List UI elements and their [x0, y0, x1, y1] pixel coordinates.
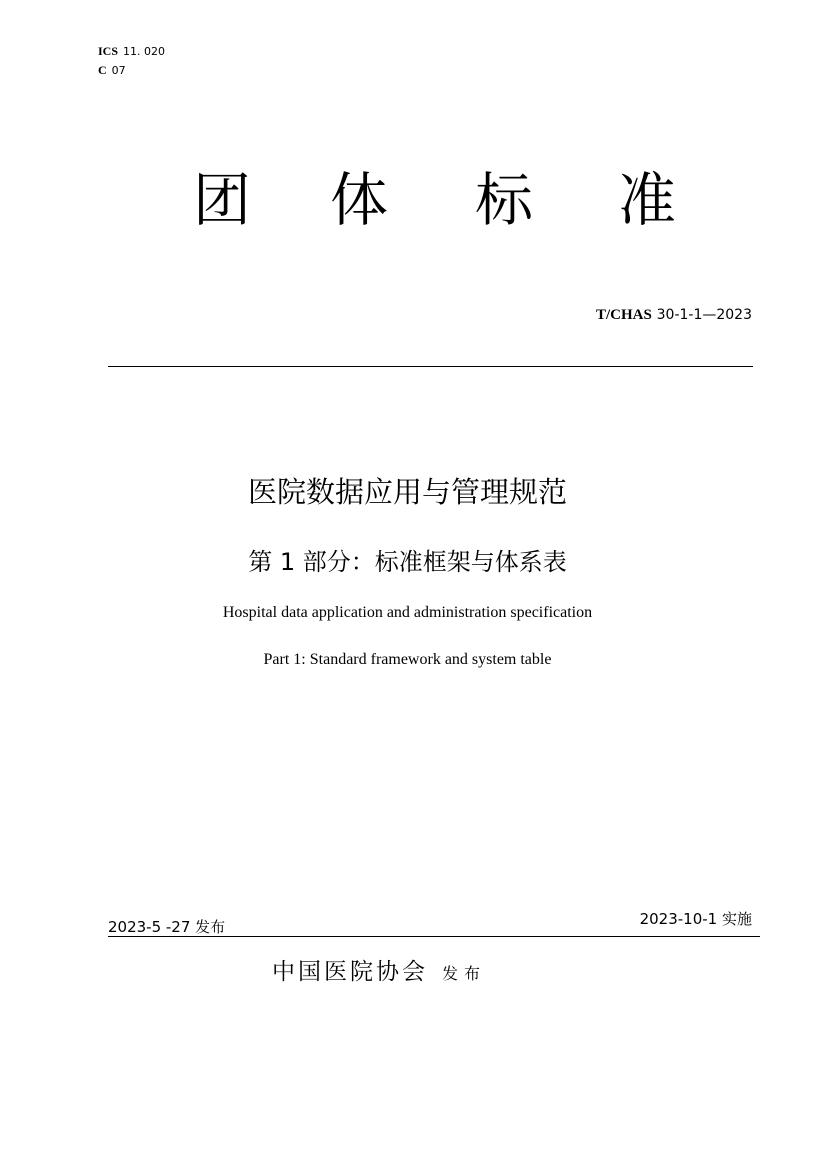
ics-line	[98, 42, 165, 61]
implement-date: 2023-10-1 实施	[639, 910, 752, 928]
standard-type-char-3: 标	[475, 166, 534, 234]
standard-type-char-2: 体	[330, 166, 389, 234]
issuer	[272, 955, 486, 991]
standard-number-value: 30-1-1—2023	[656, 307, 752, 323]
issuer-action: 发布	[442, 964, 487, 983]
ccs-code: 07	[111, 64, 126, 77]
header-divider	[108, 366, 753, 367]
standard-type-title	[0, 160, 815, 240]
standard-type-char-1: 团	[193, 166, 252, 234]
standard-number	[596, 303, 752, 326]
ccs-line	[98, 61, 165, 80]
publish-date: 2023-5 -27 发布	[108, 918, 226, 936]
classification-codes	[98, 42, 165, 80]
ics-label: ICS	[98, 44, 119, 58]
standard-type-char-4: 准	[618, 166, 677, 234]
subtitle-zh: 第 1 部分：标准框架与体系表	[248, 548, 567, 576]
ics-code: 11. 020	[123, 45, 166, 58]
standard-number-prefix: T/CHAS	[595, 307, 652, 323]
title-en: Hospital data application and administration specification	[222, 604, 593, 621]
issuer-name: 中国医院协会	[272, 959, 428, 985]
title-zh: 医院数据应用与管理规范	[247, 475, 567, 509]
footer-divider	[108, 936, 760, 937]
subtitle-en: Part 1: Standard framework and system table	[263, 651, 552, 668]
ccs-label: C	[98, 63, 107, 77]
